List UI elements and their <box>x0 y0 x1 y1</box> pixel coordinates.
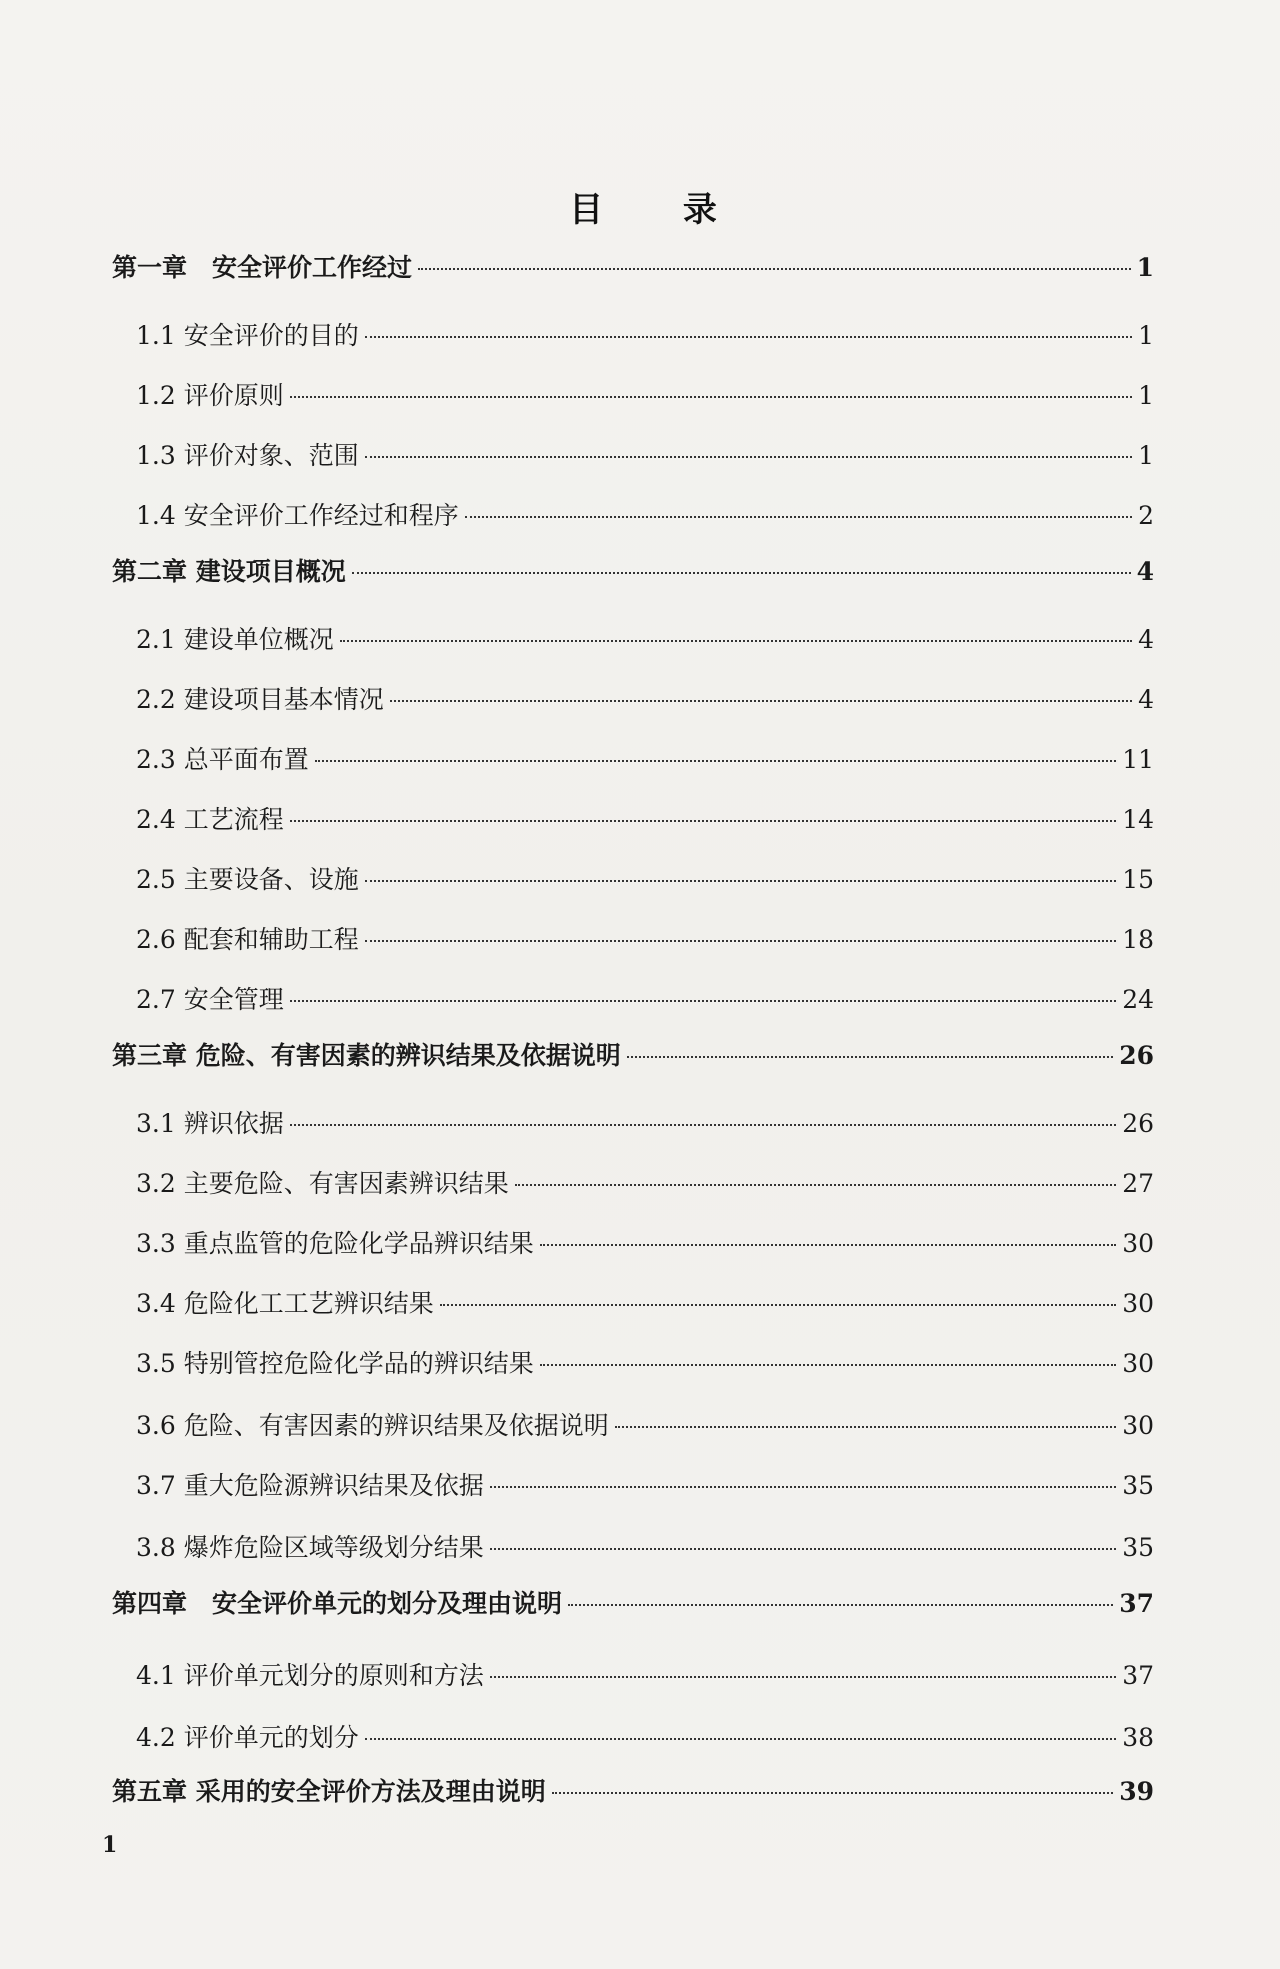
toc-section-entry[interactable] <box>136 1528 1154 1562</box>
toc-entry-label: 4.2 评价单元的划分 <box>136 1723 359 1752</box>
toc-page-number: 1 <box>1138 441 1154 470</box>
footer-page-number: 1 <box>102 1832 118 1858</box>
dot-leader <box>490 1548 1116 1550</box>
toc-entry-label: 1.1 安全评价的目的 <box>136 321 359 350</box>
dot-leader <box>490 1676 1116 1678</box>
toc-page-number: 1 <box>1138 381 1154 410</box>
toc-page-number: 27 <box>1122 1169 1154 1198</box>
toc-page-number: 4 <box>1138 685 1154 714</box>
dot-leader <box>540 1364 1116 1366</box>
dot-leader <box>418 268 1131 270</box>
toc-page-number: 4 <box>1136 557 1154 586</box>
toc-entry-label: 3.2 主要危险、有害因素辨识结果 <box>136 1169 509 1198</box>
dot-leader <box>290 820 1116 822</box>
toc-chapter-entry[interactable] <box>112 248 1154 282</box>
toc-entry-label: 3.4 危险化工工艺辨识结果 <box>136 1289 434 1318</box>
toc-section-entry[interactable] <box>136 740 1154 774</box>
toc-section-entry[interactable] <box>136 1656 1154 1690</box>
dot-leader <box>340 640 1132 642</box>
dot-leader <box>615 1426 1116 1428</box>
toc-entry-label: 4.1 评价单元划分的原则和方法 <box>136 1661 484 1690</box>
dot-leader <box>315 760 1116 762</box>
toc-page-number: 30 <box>1122 1349 1154 1378</box>
toc-section-entry[interactable] <box>136 620 1154 654</box>
dot-leader <box>552 1792 1113 1794</box>
toc-section-entry[interactable] <box>136 1164 1154 1198</box>
toc-page-number: 39 <box>1119 1777 1154 1806</box>
toc-section-entry[interactable] <box>136 1224 1154 1258</box>
toc-section-entry[interactable] <box>136 496 1154 530</box>
toc-entry-label: 3.3 重点监管的危险化学品辨识结果 <box>136 1229 534 1258</box>
toc-page-number: 38 <box>1122 1723 1154 1752</box>
toc-entry-label: 2.4 工艺流程 <box>136 805 284 834</box>
toc-page-number: 15 <box>1122 865 1154 894</box>
toc-page-number: 30 <box>1122 1229 1154 1258</box>
toc-page-number: 37 <box>1122 1661 1154 1690</box>
toc-title: 目 录 <box>569 190 751 230</box>
toc-section-entry[interactable] <box>136 1104 1154 1138</box>
toc-page-number: 35 <box>1122 1471 1154 1500</box>
toc-section-entry[interactable] <box>136 1718 1154 1752</box>
toc-entry-label: 1.4 安全评价工作经过和程序 <box>136 501 459 530</box>
toc-section-entry[interactable] <box>136 920 1154 954</box>
toc-entry-label: 1.2 评价原则 <box>136 381 284 410</box>
toc-entry-label: 2.2 建设项目基本情况 <box>136 685 384 714</box>
toc-chapter-entry[interactable] <box>112 552 1154 586</box>
toc-section-entry[interactable] <box>136 800 1154 834</box>
toc-entry-label: 第一章 安全评价工作经过 <box>112 253 413 282</box>
toc-section-entry[interactable] <box>136 1284 1154 1318</box>
dot-leader <box>365 336 1132 338</box>
toc-section-entry[interactable] <box>136 860 1154 894</box>
toc-entry-label: 第五章 采用的安全评价方法及理由说明 <box>112 1777 546 1806</box>
toc-chapter-entry[interactable] <box>112 1036 1154 1070</box>
toc-section-entry[interactable] <box>136 1466 1154 1500</box>
toc-entry-label: 3.7 重大危险源辨识结果及依据 <box>136 1471 484 1500</box>
toc-chapter-entry[interactable] <box>112 1584 1154 1618</box>
dot-leader <box>465 516 1132 518</box>
toc-entry-label: 2.5 主要设备、设施 <box>136 865 359 894</box>
toc-page-number: 30 <box>1122 1411 1154 1440</box>
dot-leader <box>568 1604 1113 1606</box>
toc-page-number: 11 <box>1122 745 1154 774</box>
dot-leader <box>540 1244 1116 1246</box>
dot-leader <box>352 572 1131 574</box>
toc-entry-label: 第二章 建设项目概况 <box>112 557 346 586</box>
toc-section-entry[interactable] <box>136 680 1154 714</box>
toc-section-entry[interactable] <box>136 436 1154 470</box>
dot-leader <box>365 456 1132 458</box>
toc-section-entry[interactable] <box>136 316 1154 350</box>
toc-entry-label: 2.7 安全管理 <box>136 985 284 1014</box>
toc-section-entry[interactable] <box>136 1406 1154 1440</box>
dot-leader <box>290 1000 1116 1002</box>
dot-leader <box>365 940 1116 942</box>
toc-chapter-entry[interactable] <box>112 1772 1154 1806</box>
toc-page-number: 26 <box>1122 1109 1154 1138</box>
toc-section-entry[interactable] <box>136 376 1154 410</box>
toc-page-number: 18 <box>1122 925 1154 954</box>
toc-page-number: 4 <box>1138 625 1154 654</box>
toc-entry-label: 3.6 危险、有害因素的辨识结果及依据说明 <box>136 1411 609 1440</box>
toc-page-number: 24 <box>1122 985 1154 1014</box>
toc-page-number: 26 <box>1119 1041 1154 1070</box>
toc-page-number: 30 <box>1122 1289 1154 1318</box>
dot-leader <box>290 1124 1116 1126</box>
toc-entry-label: 2.6 配套和辅助工程 <box>136 925 359 954</box>
toc-page-number: 1 <box>1136 253 1154 282</box>
toc-entry-label: 3.1 辨识依据 <box>136 1109 284 1138</box>
toc-entry-label: 1.3 评价对象、范围 <box>136 441 359 470</box>
toc-page-number: 35 <box>1122 1533 1154 1562</box>
toc-page-number: 1 <box>1138 321 1154 350</box>
toc-entry-label: 2.1 建设单位概况 <box>136 625 334 654</box>
toc-entry-label: 3.8 爆炸危险区域等级划分结果 <box>136 1533 484 1562</box>
toc-entry-label: 3.5 特别管控危险化学品的辨识结果 <box>136 1349 534 1378</box>
dot-leader <box>627 1056 1113 1058</box>
dot-leader <box>440 1304 1116 1306</box>
dot-leader <box>515 1184 1116 1186</box>
dot-leader <box>365 880 1116 882</box>
dot-leader <box>490 1486 1116 1488</box>
toc-section-entry[interactable] <box>136 980 1154 1014</box>
toc-page-number: 2 <box>1138 501 1154 530</box>
dot-leader <box>365 1738 1116 1740</box>
toc-page-number: 14 <box>1122 805 1154 834</box>
toc-page-number: 37 <box>1119 1589 1154 1618</box>
toc-entry-label: 第三章 危险、有害因素的辨识结果及依据说明 <box>112 1041 621 1070</box>
dot-leader <box>290 396 1132 398</box>
toc-entry-label: 第四章 安全评价单元的划分及理由说明 <box>112 1589 563 1618</box>
toc-entry-label: 2.3 总平面布置 <box>136 745 309 774</box>
toc-section-entry[interactable] <box>136 1344 1154 1378</box>
dot-leader <box>390 700 1132 702</box>
